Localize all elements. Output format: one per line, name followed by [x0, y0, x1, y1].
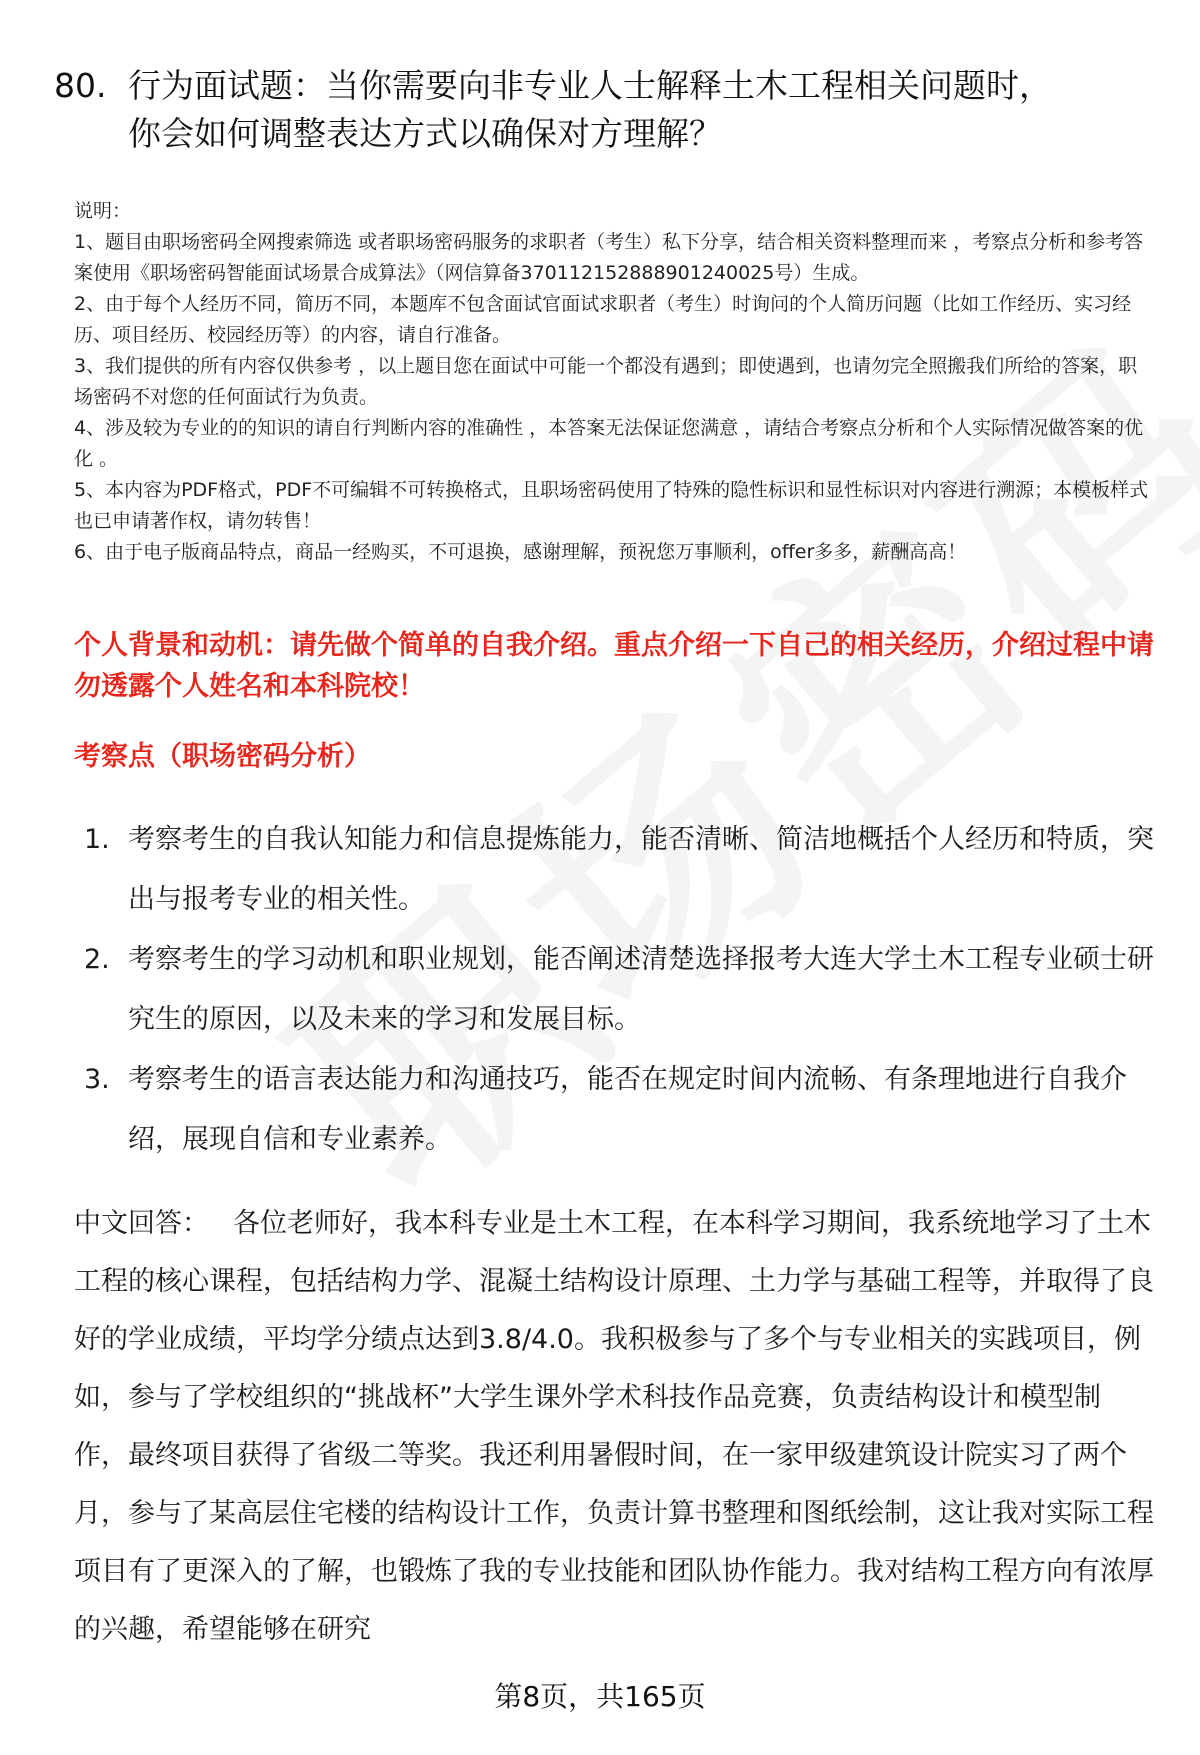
- note-item: 4、涉及较为专业的的知识的请自行判断内容的准确性 ，本答案无法保证您满意 ，请结合考察点分析和个人实际情况做答案的优化 。: [74, 417, 1144, 470]
- answer-label: 中文回答：: [74, 1208, 209, 1239]
- question-line-1: 行为面试题：当你需要向非专业人士解释土木工程相关问题时，: [128, 66, 1052, 105]
- question-line-2: 你会如何调整表达方式以确保对方理解？: [128, 114, 722, 153]
- point-text: 考察考生的语言表达能力和沟通技巧，能否在规定时间内流畅、有条理地进行自我介绍，展现自信和专业素养。: [128, 1064, 1127, 1155]
- answer-paragraph: [74, 1195, 1154, 1659]
- assessment-point: [84, 810, 1154, 930]
- question-title: [54, 62, 1154, 158]
- question-number: 80.: [54, 66, 107, 105]
- assessment-heading: 考察点（职场密码分析）: [74, 741, 371, 772]
- notes-section: [74, 196, 1154, 568]
- assessment-points: [84, 810, 1154, 1170]
- point-text: 考察考生的学习动机和职业规划，能否阐述清楚选择报考大连大学土木工程专业硕士研究生的原因，以及未来的学习和发展目标。: [128, 944, 1154, 1035]
- note-item: 6、由于电子版商品特点，商品一经购买，不可退换，感谢理解，预祝您万事顺利，offer多多，薪酬高高！: [74, 541, 967, 563]
- note-item: 2、由于每个人经历不同，简历不同，本题库不包含面试官面试求职者（考生）时询问的个人简历问题（比如工作经历、实习经历、项目经历、校园经历等）的内容，请自行准备。: [74, 293, 1132, 346]
- point-index: 2.: [84, 944, 110, 975]
- point-index: 1.: [84, 824, 110, 855]
- note-item: 5、本内容为PDF格式，PDF不可编辑不可转换格式，且职场密码使用了特殊的隐性标识和显性标识对内容进行溯源；本模板样式也已申请著作权，请勿转售！: [74, 479, 1149, 532]
- page-footer: 第8页，共165页: [494, 1680, 706, 1713]
- background-prompt: 个人背景和动机：请先做个简单的自我介绍。重点介绍一下自己的相关经历，介绍过程中请勿透露个人姓名和本科院校！: [74, 630, 1154, 702]
- assessment-point: [84, 930, 1154, 1050]
- note-item: 1、题目由职场密码全网搜索筛选 或者职场密码服务的求职者（考生）私下分享，结合相关资料整理而来 ，考察点分析和参考答案使用《职场密码智能面试场景合成算法》（网信算备370112152888901240025号）生成。: [74, 231, 1144, 284]
- notes-heading: 说明：: [74, 200, 132, 222]
- answer-text: 各位老师好，我本科专业是土木工程，在本科学习期间，我系统地学习了土木工程的核心课程，包括结构力学、混凝土结构设计原理、土力学与基础工程等，并取得了良好的学业成绩，平均学分绩点达到3.8/4.0。我积极参与了多个与专业相关的实践项目，例如，参与了学校组织的“挑战杯”大学生课外学术科技作品竞赛，负责结构设计和模型制作，最终项目获得了省级二等奖。我还利用暑假时间，在一家甲级建筑设计院实习了两个月，参与了某高层住宅楼的结构设计工作，负责计算书整理和图纸绘制，这让我对实际工程项目有了更深入的了解，也锻炼了我的专业技能和团队协作能力。我对结构工程方向有浓厚的兴趣，希望能够在研究: [74, 1208, 1154, 1645]
- note-item: 3、我们提供的所有内容仅供参考 ，以上题目您在面试中可能一个都没有遇到；即使遇到，也请勿完全照搬我们所给的答案，职场密码不对您的任何面试行为负责。: [74, 355, 1138, 408]
- point-text: 考察考生的自我认知能力和信息提炼能力，能否清晰、简洁地概括个人经历和特质，突出与报考专业的相关性。: [128, 824, 1154, 915]
- point-index: 3.: [84, 1064, 110, 1095]
- assessment-point: [84, 1050, 1154, 1170]
